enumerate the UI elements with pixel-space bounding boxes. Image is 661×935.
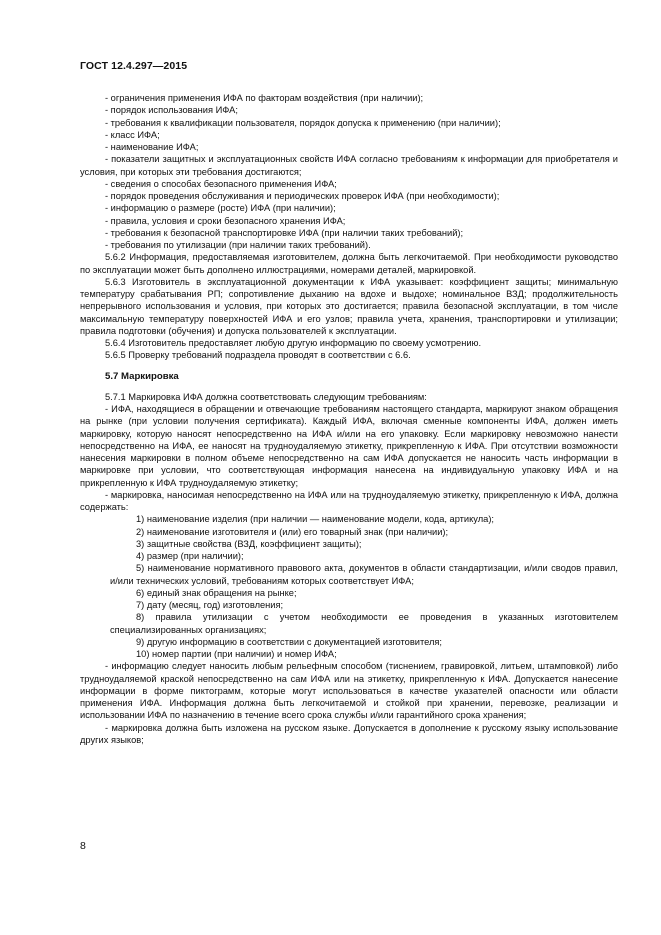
list-item: - наименование ИФА; (105, 142, 199, 152)
numbered-item: 4) размер (при наличии); (136, 551, 244, 561)
document-body (80, 92, 618, 746)
list-item: - класс ИФА; (105, 129, 160, 140)
clause-5-7-1: 5.7.1 Маркировка ИФА должна соответствовать следующим требованиям: (105, 391, 427, 402)
document-header: ГОСТ 12.4.297—2015 (80, 60, 188, 72)
numbered-item: 2) наименование изготовителя и (или) его товарный знак (при наличии); (136, 526, 449, 537)
list-item: - правила, условия и сроки безопасного хранения ИФА; (105, 215, 346, 226)
clause-5-6-3: 5.6.3 Изготовитель в эксплуатационной документации к ИФА указывает: коэффициент защиты; минимальную температуру срабатывания РП; сопротивление дыханию на вдохе и выдохе; номинальное ВЗД; продолжительность непрерывного использования и условия, при которых это достигается; правила безопасной эксплуатации, в том числе максимальную температуру поверхностей ИФА и его узлов; правила учета, хранения, транспортировки и утилизации; правила подготовки (обучения) и допуска пользователей к эксплуатации. (80, 276, 618, 336)
paragraph: - маркировка должна быть изложена на русском языке. Допускается в дополнение к русскому языку использование других языков; (80, 722, 618, 745)
clause-5-6-2: 5.6.2 Информация, предоставляемая изготовителем, должна быть легкочитаемой. При необходимости руководство по эксплуатации может быть дополнено иллюстрациями, номерами деталей, маркировкой. (80, 252, 618, 275)
list-item: - ограничения применения ИФА по факторам воздействия (при наличии); (105, 93, 424, 103)
list-item: - требования к квалификации пользователя, порядок допуска к применению (при наличии); (105, 117, 501, 128)
clause-5-6-5: 5.6.5 Проверку требований подраздела проводят в соответствии с 6.6. (105, 350, 411, 361)
paragraph: - маркировка, наносимая непосредственно на ИФА или на трудноудаляемую этикетку, прикрепленную к ИФА, должна содержать: (80, 489, 618, 512)
list-item: - требования по утилизации (при наличии таких требований). (105, 240, 371, 250)
list-item: - показатели защитных и эксплуатационных свойств ИФА согласно требованиям к информации для приобретателя и условия, при которых эти требования достигаются; (80, 154, 618, 177)
paragraph: - информацию следует наносить любым рельефным способом (тиснением, гравировкой, литьем, штамповкой) либо трудноудаляемой краской непосредственно на сам ИФА или на этикетку, прикрепленную к ИФА. Допускается нанесение информации в форме пиктограмм, которые могут использоваться в качестве указателей опасности или области применения ИФА. Информация должна быть легкочитаемой и стойкой при хранении, перевозке, реализации и использовании ИФА по назначению в течение всего срока службы и/или гарантийного срока хранения; (80, 661, 618, 721)
list-item: - требования к безопасной транспортировке ИФА (при наличии таких требований); (105, 227, 464, 238)
numbered-item: 8) правила утилизации с учетом необходимости ее проведения в указанных изготовителем специализированных организациях; (110, 612, 618, 635)
page-number: 8 (80, 840, 86, 852)
numbered-item: 5) наименование нормативного правового акта, документов в области стандартизации, и/или сводов правил, и/или технических условий, требованиям которых соответствует ИФА; (110, 563, 618, 586)
numbered-item: 9) другую информацию в соответствии с документацией изготовителя; (136, 636, 443, 647)
numbered-item: 10) номер партии (при наличии) и номер ИФА; (136, 649, 337, 659)
section-title: 5.7 Маркировка (105, 370, 179, 382)
paragraph: - ИФА, находящиеся в обращении и отвечающие требованиям настоящего стандарта, маркируют знаком обращения на рынке (при условии получения сертификата). Каждый ИФА, включая сменные компоненты ИФА, должен иметь маркировку, которую наносят непосредственно на ИФА и/или на его упаковку. Если маркировку невозможно нанести непосредственно на ИФА, ее наносят на трудноудаляемую этикетку, прикрепленную к ИФА. При отсутствии возможности нанесения маркировки в полном объеме непосредственно на сам ИФА допускается не наносить часть информации в маркировке при условии, что соответствующая информация нанесена на индивидуальную упаковку ИФА и на прикрепленную к ИФА трудноудаляемую этикетку; (80, 404, 618, 488)
numbered-item: 3) защитные свойства (ВЗД, коэффициент защиты); (136, 538, 362, 549)
clause-5-6-4: 5.6.4 Изготовитель предоставляет любую другую информацию по своему усмотрению. (105, 338, 482, 348)
numbered-item: 1) наименование изделия (при наличии — наименование модели, кода, артикула); (136, 514, 495, 525)
list-item: - сведения о способах безопасного применения ИФА; (105, 178, 337, 189)
list-item: - информацию о размере (росте) ИФА (при наличии); (105, 203, 336, 214)
list-item: - порядок проведения обслуживания и периодических проверок ИФА (при необходимости); (105, 191, 500, 201)
numbered-item: 6) единый знак обращения на рынке; (136, 587, 297, 598)
numbered-item: 7) дату (месяц, год) изготовления; (136, 600, 284, 610)
list-item: - порядок использования ИФА; (105, 105, 238, 116)
